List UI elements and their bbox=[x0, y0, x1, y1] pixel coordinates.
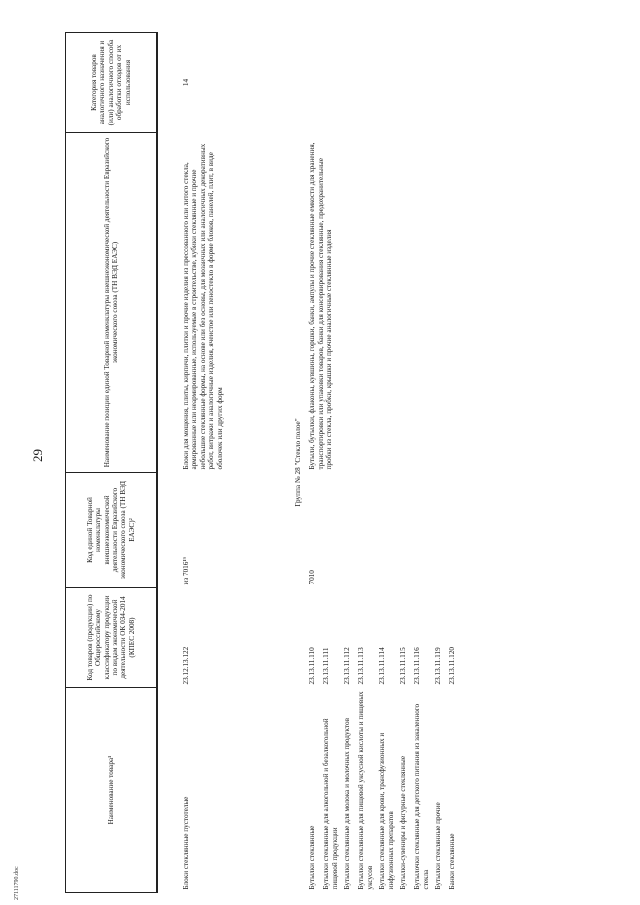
okpd-code: 23.13.11.120 bbox=[448, 647, 457, 685]
okpd-code: 23.13.11.116 bbox=[413, 647, 422, 685]
header-category: Категория товаров аналогичного назначения и (или) аналогичного способа обработки отходов от их использования bbox=[66, 33, 158, 133]
group-title: Группа № 28 "Стекло полое" bbox=[294, 418, 302, 507]
product-name: Бутылочки стеклянные для детского питания из закаленного стекла bbox=[413, 703, 430, 890]
rotated-table-area bbox=[65, 33, 580, 893]
tnved-description: Бутыли, бутылки, флаконы, кувшины, горшки, банки, ампулы и прочие стеклянные емкости для хранения, транспортировки или упаковки товаров, банки для консервирования стеклянные, предохранительные пробки из стекла, пробки, крышки и прочие аналогичные стеклянные изделия bbox=[308, 142, 334, 470]
page-number: 29 bbox=[30, 449, 45, 462]
header-product-name: Наименование товара¹ bbox=[66, 688, 158, 893]
header-okpd-code: Код товаров (продукции) по Общероссийскому классификатору продукции по видам экономической деятельности ОК 034-2014 (КПЕС 2008) bbox=[66, 588, 158, 688]
product-name: Блоки стеклянные пустотелые bbox=[182, 796, 190, 890]
okpd-code: 23.13.11.115 bbox=[399, 647, 408, 685]
product-name: Бутылки стеклянные для крови, трансфузионных и инфузионных препаратов bbox=[378, 732, 395, 890]
header-tnved-name: Наименование позиции единой Товарной номенклатуры внешнеэкономической деятельности Евразийского экономического союза (ТН ВЭД ЕАЭС) bbox=[66, 133, 158, 473]
goods-table bbox=[65, 32, 460, 893]
okpd-code: 23.13.11.110 bbox=[308, 647, 317, 685]
category-number bbox=[306, 33, 460, 133]
table-header-row bbox=[66, 33, 158, 893]
product-name: Банки стеклянные bbox=[448, 833, 457, 890]
tnved-code: 7010 bbox=[308, 570, 317, 585]
okpd-code: 23.13.11.119 bbox=[434, 647, 443, 685]
okpd-code: 23.13.11.112 bbox=[343, 647, 352, 685]
product-name: Бутылки стеклянные bbox=[308, 825, 317, 890]
okpd-code: 23.13.11.114 bbox=[378, 647, 387, 685]
product-name: Бутылки стеклянные для пищевой уксусной кислоты и пищевых уксусов bbox=[357, 691, 374, 890]
okpd-code: 23.13.11.113 bbox=[357, 647, 366, 685]
document-code: 27111790.doc bbox=[14, 866, 20, 900]
okpd-code: 23.12.13.122 bbox=[182, 646, 190, 685]
table-row bbox=[180, 33, 290, 893]
product-name: Бутылки стеклянные для молока и молочных продуктов bbox=[343, 718, 352, 890]
category-number: 14 bbox=[182, 78, 190, 87]
tnved-code: из 7016¹⁹ bbox=[182, 556, 190, 585]
okpd-code: 23.13.11.111 bbox=[322, 647, 331, 685]
product-name: Бутылки стеклянные прочие bbox=[434, 802, 443, 890]
spacer-row bbox=[157, 33, 180, 893]
group-heading-row bbox=[290, 33, 306, 893]
product-name: Бутылки стеклянные для алкогольной и безалкогольной пищевой продукции bbox=[322, 718, 339, 890]
header-tnved-code: Код единой Товарной номенклатуры внешнеэкономической деятельности Евразийского экономического союза (ТН ВЭД ЕАЭС)² bbox=[66, 473, 158, 588]
product-name: Бутылки-сувениры и фигурные стеклянные bbox=[399, 755, 408, 890]
tnved-description: Блоки для мощения, плиты, кирпичи, плитки и прочие изделия из прессованного или литого стекла, армированные или неармированные, используемые в строительстве, кубики стеклянные и прочие небольшие стеклянные формы, на основе или без основы, для мозаичных или аналогичных декоративных работ, витражи и аналогичные изделия, ячеистое или пеностекло в форме блоков, панелей, плит, в виде оболочек или других форм bbox=[182, 143, 224, 470]
table-row bbox=[306, 33, 320, 893]
